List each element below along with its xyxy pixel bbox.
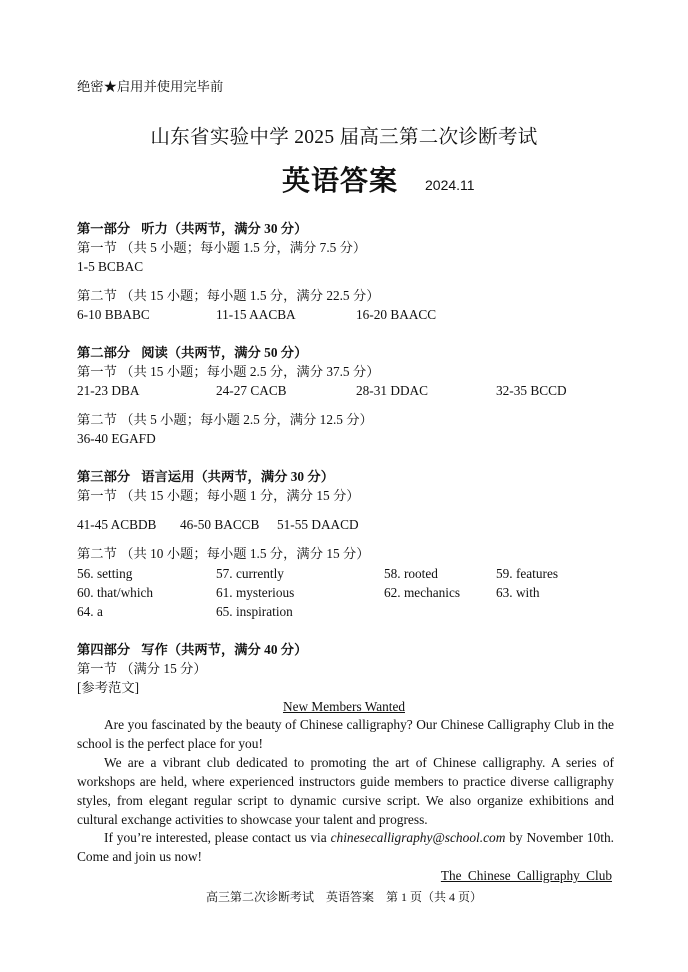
answer-group: 41-45 ACBDB bbox=[77, 517, 157, 532]
part2-section1-heading: 第一节 （共 15 小题；每小题 2.5 分，满分 37.5 分） bbox=[77, 364, 380, 379]
part3-section2-answers-row3 bbox=[77, 602, 614, 621]
answer-item: 60. that/which bbox=[77, 585, 154, 600]
part3-section2-answers-row2 bbox=[77, 583, 614, 602]
answer-item: 62. mechanics bbox=[384, 585, 461, 600]
answer-item: 57. currently bbox=[216, 566, 284, 581]
answer-group: 28-31 DDAC bbox=[356, 383, 429, 398]
part3-label: 第三部分 bbox=[77, 469, 131, 484]
answer-group: 51-55 DAACD bbox=[277, 517, 359, 532]
exam-title: 山东省实验中学 2025 届高三第二次诊断考试 bbox=[150, 127, 538, 148]
part1-section2-answers bbox=[77, 305, 614, 324]
answer-group: 46-50 BACCB bbox=[180, 517, 260, 532]
subject-title: 英语答案 bbox=[282, 166, 399, 197]
sample-essay-label: [参考范文] bbox=[77, 680, 140, 695]
part2-title: 阅读（共两节，满分 50 分） bbox=[141, 345, 308, 360]
page-footer: 高三第二次诊断考试 英语答案 第 1 页（共 4 页） bbox=[205, 890, 482, 904]
part1-section1-answers bbox=[77, 257, 614, 276]
essay-paragraph: Are you fascinated by the beauty of Chinese calligraphy? Our Chinese Calligraphy Club in the school is the perfect place for you! bbox=[77, 717, 614, 751]
part1-section2-heading: 第二节 （共 15 小题；每小题 1.5 分，满分 22.5 分） bbox=[77, 288, 380, 303]
answer-group: 11-15 AACBA bbox=[216, 307, 296, 322]
part2-heading bbox=[77, 343, 307, 362]
part3-section2-heading: 第二节 （共 10 小题；每小题 1.5 分，满分 15 分） bbox=[77, 546, 370, 561]
answer-item: 64. a bbox=[77, 604, 103, 619]
sample-essay bbox=[77, 716, 614, 867]
essay-paragraph: We are a vibrant club dedicated to promoting the art of Chinese calligraphy. A series of workshops are held, where experienced instructors guide members to practice diverse calligraphy styles, from elegant regular script to dynamic cursive script. We also organize exhibitions and cultural exchange activities to showcase your talent and progress. bbox=[77, 754, 614, 827]
part2-label: 第二部分 bbox=[77, 345, 131, 360]
contact-email: chinesecalligraphy@school.com bbox=[330, 830, 506, 846]
essay-paragraph3-end: by November 10th. Come and join us now! bbox=[77, 830, 614, 865]
answer-group: 1-5 BCBAC bbox=[77, 259, 144, 274]
part1-label: 第一部分 bbox=[77, 221, 131, 236]
essay-signature: The Chinese Calligraphy Club bbox=[440, 868, 612, 883]
answer-item: 56. setting bbox=[77, 566, 133, 581]
part4-heading bbox=[77, 640, 307, 659]
essay-title-text: New Members Wanted bbox=[282, 699, 405, 714]
answer-item: 65. inspiration bbox=[216, 604, 293, 619]
part3-section1-heading: 第一节 （共 15 小题；每小题 1 分，满分 15 分） bbox=[77, 488, 360, 503]
part4-section1-heading: 第一节 （满分 15 分） bbox=[77, 661, 207, 676]
part2-section2-heading: 第二节 （共 5 小题；每小题 2.5 分，满分 12.5 分） bbox=[77, 412, 373, 427]
exam-date: 2024.11 bbox=[425, 177, 475, 193]
answer-item: 59. features bbox=[496, 566, 559, 581]
part3-heading bbox=[77, 467, 334, 486]
answer-group: 36-40 EGAFD bbox=[77, 431, 156, 446]
part4-title: 写作（共两节，满分 40 分） bbox=[141, 642, 308, 657]
answer-item: 58. rooted bbox=[384, 566, 438, 581]
part3-section1-answers bbox=[77, 515, 614, 534]
answer-group: 32-35 BCCD bbox=[496, 383, 567, 398]
essay-paragraph bbox=[77, 829, 614, 867]
answer-item: 61. mysterious bbox=[216, 585, 295, 600]
answer-item: 63. with bbox=[496, 585, 540, 600]
answer-group: 16-20 BAACC bbox=[356, 307, 437, 322]
answer-group: 6-10 BBABC bbox=[77, 307, 150, 322]
answer-group: 21-23 DBA bbox=[77, 383, 140, 398]
essay-paragraph3-start: If you’re interested, please contact us via bbox=[104, 830, 331, 846]
part1-section1-heading: 第一节 （共 5 小题；每小题 1.5 分，满分 7.5 分） bbox=[77, 240, 367, 255]
essay-title bbox=[0, 697, 688, 716]
part3-section2-answers-row1 bbox=[77, 564, 614, 583]
part1-title: 听力（共两节，满分 30 分） bbox=[141, 221, 308, 236]
part4-label: 第四部分 bbox=[77, 642, 131, 657]
confidential-notice: 绝密★启用并使用完毕前 bbox=[77, 79, 224, 94]
part2-section1-answers bbox=[77, 381, 614, 400]
answer-group: 24-27 CACB bbox=[216, 383, 287, 398]
part1-heading bbox=[77, 219, 307, 238]
part3-title: 语言运用（共两节，满分 30 分） bbox=[141, 469, 334, 484]
part2-section2-answers bbox=[77, 429, 614, 448]
